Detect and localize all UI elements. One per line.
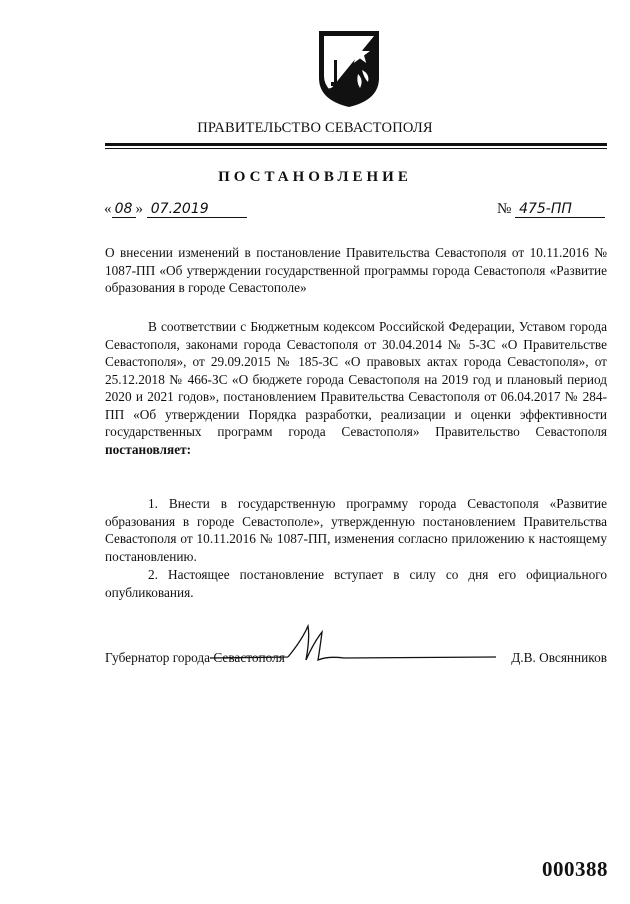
coat-of-arms-icon	[318, 30, 380, 108]
date-day: 08	[112, 201, 136, 218]
preamble-text: В соответствии с Бюджетным кодексом Российской Федерации, Уставом города Севастополя, законами города Севастополя от 30.04.2014 № 5-ЗС «О Правительстве Севастополя», от 29.09.2015 № 185-ЗС «О правовых актах города Севастополя», от 25.12.2018 № 466-ЗС «О бюджете города Севастополя на 2019 год и плановый период 2020 и 2021 годов», постановлением Правительства Севастополя от 06.04.2017 № 284-ПП «Об утверждении Порядка разработки, реализации и оценки эффективности государственных программ города Севастополя» Правительство Севастополя	[105, 319, 607, 439]
document-date	[104, 201, 247, 218]
date-open-quote: «	[104, 201, 112, 217]
preamble-paragraph	[105, 318, 607, 458]
date-close-quote: »	[135, 201, 143, 217]
document-subject: О внесении изменений в постановление Правительства Севастополя от 10.11.2016 № 1087-ПП «Об утверждении государственной программы города Севастополя «Развитие образования в городе Севастополе»	[105, 245, 607, 295]
government-title: ПРАВИТЕЛЬСТВО СЕВАСТОПОЛЯ	[197, 120, 433, 136]
header-rule-thick	[105, 143, 607, 146]
number-prefix: №	[497, 201, 512, 217]
header-rule-thin	[105, 148, 607, 149]
resolution-item-2: 2. Настоящее постановление вступает в силу со дня его официального опубликования.	[105, 567, 607, 600]
document-serial-number: 000388	[542, 857, 608, 881]
document-type-title: ПОСТАНОВЛЕНИЕ	[218, 169, 412, 185]
resolves-word: постановляет:	[105, 441, 192, 457]
signatory-position: Губернатор города Севастополя	[105, 650, 285, 665]
document-number	[497, 201, 605, 218]
date-month-year: 07.2019	[147, 201, 247, 218]
signature-row	[105, 650, 607, 670]
resolution-item-1: 1. Внести в государственную программу города Севастополя «Развитие образования в городе Севастополе», утвержденную постановлением Правительства Севастополя от 10.11.2016 № 1087-ПП, изменения согласно приложению к настоящему постановлению.	[105, 496, 607, 564]
number-value: 475-ПП	[515, 201, 605, 218]
signatory-name: Д.В. Овсянников	[511, 650, 607, 665]
